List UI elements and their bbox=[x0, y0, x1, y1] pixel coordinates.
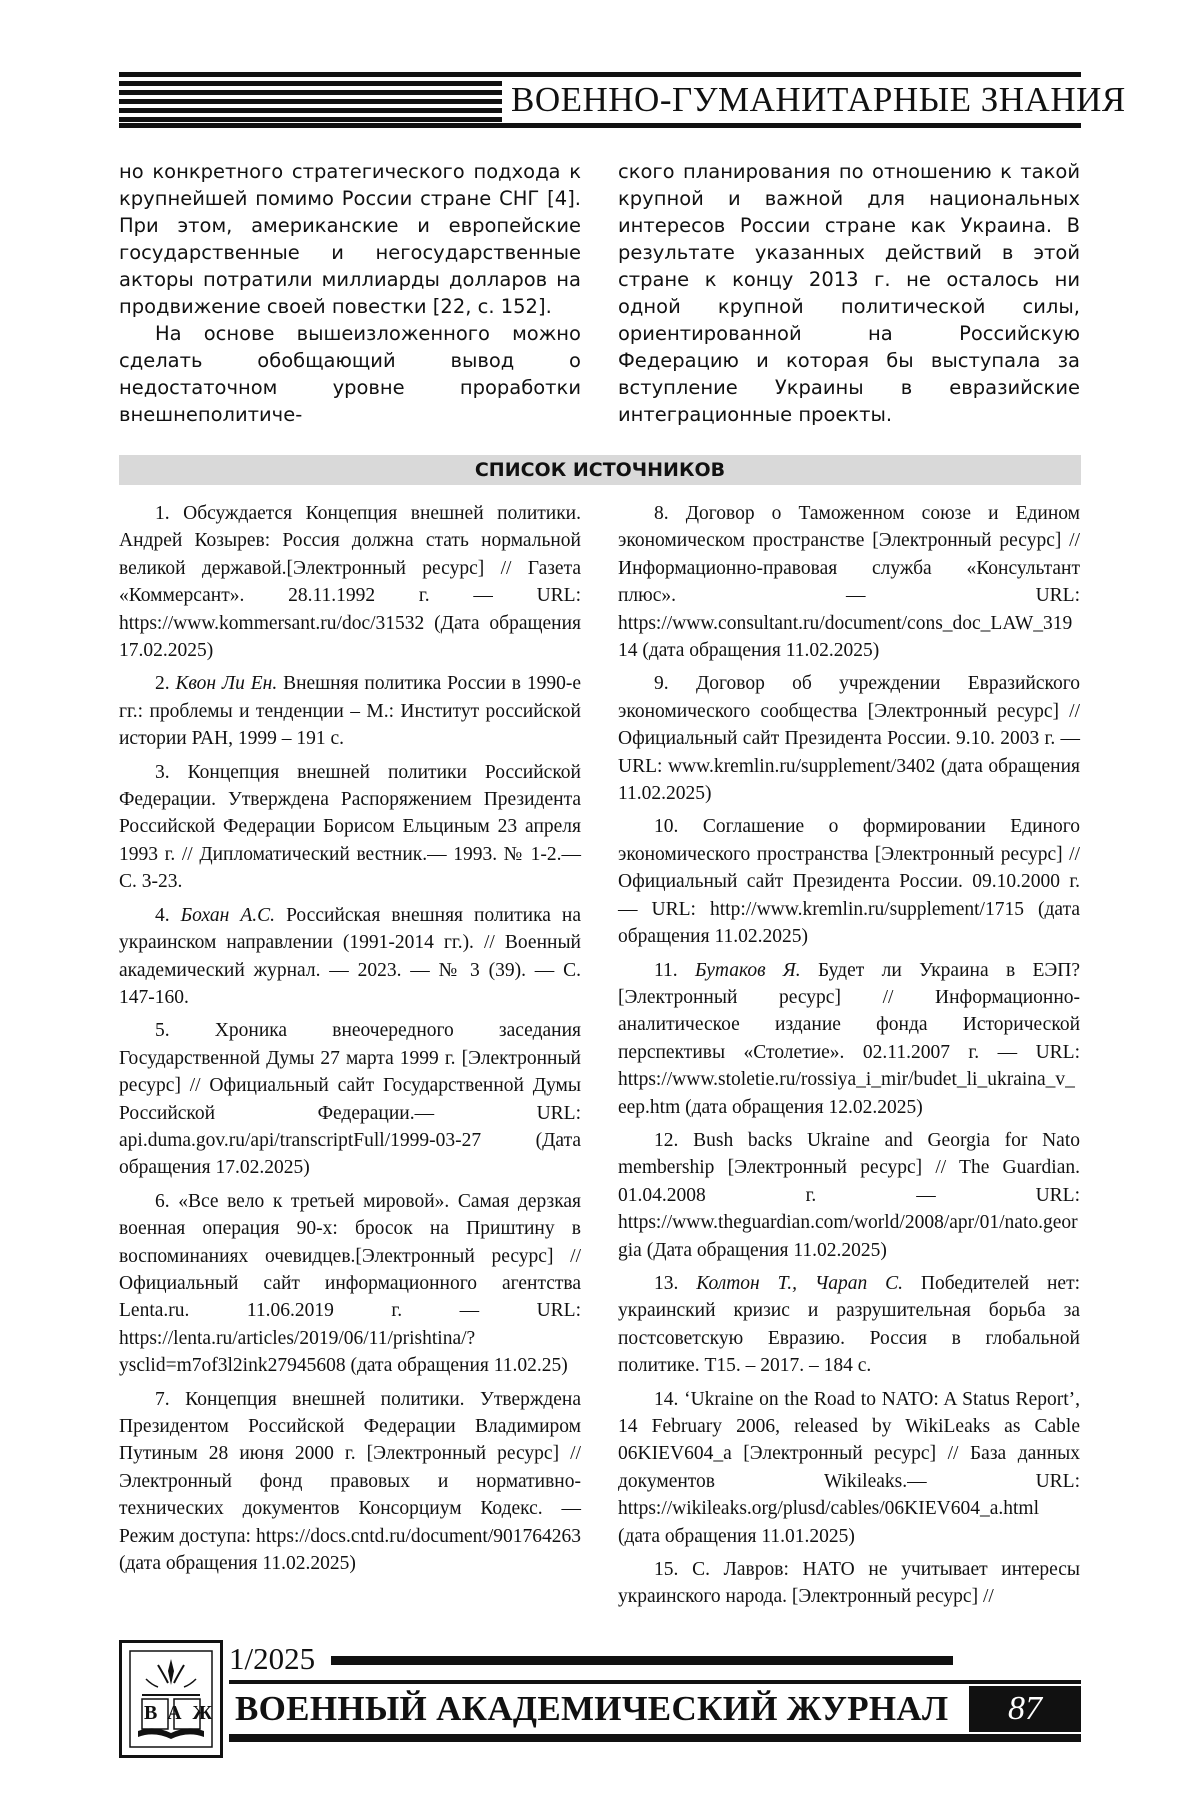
reference-text: Внешняя политика России в 1990-е гг.: проблемы и тенденции – М.: Институт российской истории РАН, 1999 – 191 с. bbox=[119, 673, 581, 750]
header-rule-bottom bbox=[119, 123, 1081, 128]
reference-number: 7. bbox=[155, 1388, 170, 1410]
reference-text: Российская внешняя политика на украинском направлении (1991-2014 гг.). // Военный академический журнал. — 2023. — № 3 (39). — С. 147-160. bbox=[119, 904, 582, 1008]
reference-number: 5. bbox=[155, 1020, 170, 1042]
reference-number: 14. bbox=[654, 1388, 679, 1410]
running-title: ВОЕННО-ГУМАНИТАРНЫЕ ЗНАНИЯ bbox=[511, 80, 1126, 119]
reference-number: 1. bbox=[155, 503, 170, 524]
reference-text: Договор о Таможенном союзе и Едином экономическом пространстве [Электронный ресурс] // Информационно-правовая служба «Консультант плюс». — URL: https://www.consultant.ru/document/cons_doc_LAW_31914 (дата обращения 11.02.2025) bbox=[618, 503, 1081, 662]
journal-title: ВОЕННЫЙ АКАДЕМИЧЕСКИЙ ЖУРНАЛ bbox=[235, 1689, 949, 1728]
intro-column-right bbox=[618, 158, 1080, 428]
reference-number: 6. bbox=[155, 1190, 170, 1212]
reference-item bbox=[119, 902, 581, 1012]
intro-column-left bbox=[119, 158, 581, 428]
reference-text: Хроника внеочередного заседания Государственной Думы 27 марта 1999 г. [Электронный ресурс] // Официальный сайт Государственной Думы Российской Федерации.— URL: api.duma.gov.ru/api/transcriptFull/1999-03-27 (Дата обращения 17.02.2025) bbox=[119, 1020, 581, 1179]
reference-number: 4. bbox=[155, 904, 170, 926]
issue-number: 1/2025 bbox=[229, 1641, 316, 1676]
reference-item bbox=[618, 1556, 1080, 1611]
reference-item bbox=[119, 670, 581, 752]
references-column-right bbox=[618, 500, 1080, 1617]
reference-author: Бутаков Я. bbox=[695, 959, 801, 981]
footer-rule-bottom bbox=[229, 1734, 1081, 1742]
intro-paragraph: ского планирования по отношению к такой крупной и важной для национальных интересов России стране как Украина. В результате указанных действий в этой стране к концу 2013 г. не осталось ни одной крупной политической силы, ориентированной на Российскую Федерацию и которая бы выступала за вступление Украины в евразийские интеграционные проекты. bbox=[618, 160, 1080, 426]
reference-author: Бохан А.С. bbox=[180, 904, 276, 926]
reference-item bbox=[618, 1127, 1080, 1264]
reference-text: Соглашение о формировании Единого экономического пространства [Электронный ресурс] // Официальный сайт Президента России. 09.10.2000 г. — URL: http://www.kremlin.ru/supplement/1715 (дата обращения 11.02.2025) bbox=[618, 816, 1081, 948]
reference-item bbox=[618, 813, 1080, 950]
reference-number: 12. bbox=[654, 1129, 679, 1151]
logo-emblem-icon bbox=[128, 1649, 224, 1749]
reference-text: Обсуждается Концепция внешней политики. Андрей Козырев: Россия должна стать нормальной великой державой.[Электронный ресурс] // Газета «Коммерсант». 28.11.1992 г. — URL: https://www.kommersant.ru/doc/31532 (Дата обращения 17.02.2025) bbox=[119, 503, 581, 662]
reference-item bbox=[618, 500, 1080, 664]
reference-text: С. Лавров: НАТО не учитывает интересы украинского народа. [Электронный ресурс] // bbox=[618, 1559, 1081, 1608]
reference-item bbox=[119, 759, 581, 896]
reference-item bbox=[119, 500, 581, 664]
reference-item bbox=[618, 1270, 1080, 1380]
reference-author: Колтон Т., Чарап С. bbox=[696, 1272, 903, 1294]
reference-item bbox=[119, 1386, 581, 1578]
page-number: 87 bbox=[969, 1686, 1081, 1732]
intro-paragraph: На основе вышеизложенного можно сделать обобщающий вывод о недостаточном уровне проработки внешнеполитиче- bbox=[119, 322, 581, 426]
journal-logo bbox=[119, 1640, 223, 1758]
logo-letter-v: ВАЖ bbox=[144, 1702, 224, 1724]
header-rule-top bbox=[119, 72, 1081, 77]
reference-text: Договор об учреждении Евразийского экономического сообщества [Электронный ресурс] // Официальный сайт Президента России. 9.10. 2003 г. — URL: www.kremlin.ru/supplement/3402 (дата обращения 11.02.2025) bbox=[618, 673, 1080, 805]
issue-bar bbox=[331, 1656, 953, 1665]
reference-text: Концепция внешней политики Российской Федерации. Утверждена Распоряжением Президента Российской Федерации Борисом Ельциным 23 апреля 1993 г. // Дипломатический вестник.— 1993. № 1-2.— С. 3-23. bbox=[119, 761, 581, 893]
references-column-left bbox=[119, 500, 581, 1583]
sources-heading: СПИСОК ИСТОЧНИКОВ bbox=[119, 455, 1081, 485]
reference-number: 13. bbox=[654, 1272, 679, 1294]
reference-item bbox=[618, 957, 1080, 1121]
reference-text: Концепция внешней политики. Утверждена Президентом Российской Федерации Владимиром Путиным 28 июня 2000 г. [Электронный ресурс] // Электронный фонд правовых и нормативно-технических документов Консорциум Кодекс. — Режим доступа: https://docs.cntd.ru/document/901764263 (дата обращения 11.02.2025) bbox=[119, 1388, 582, 1575]
reference-author: Квон Ли Ен. bbox=[175, 673, 278, 695]
reference-item bbox=[618, 1386, 1080, 1550]
running-header bbox=[119, 72, 1126, 128]
reference-text: Bush backs Ukraine and Georgia for Nato membership [Электронный ресурс] // The Guardian. 01.04.2008 г. — URL: https://www.theguardian.com/world/2008/apr/01/nato.georgia (Дата обращения 11.02.2025) bbox=[618, 1129, 1081, 1261]
reference-number: 15. bbox=[654, 1559, 679, 1581]
footer-rule-top bbox=[229, 1680, 1081, 1684]
reference-number: 9. bbox=[654, 673, 669, 695]
reference-text: Победителей нет: украинский кризис и разрушительная борьба за постсоветскую Евразию. Россия в глобальной политике. Т15. – 2017. – 184 с. bbox=[618, 1272, 1081, 1377]
reference-item bbox=[119, 1017, 581, 1181]
reference-number: 3. bbox=[155, 761, 170, 783]
reference-number: 10. bbox=[654, 816, 679, 838]
intro-paragraph: но конкретного стратегического подхода к крупнейшей помимо России стране СНГ [4]. При этом, американские и европейские государственные и негосударственные акторы потратили миллиарды долларов на продвижение своей повестки [22, с. 152]. bbox=[119, 160, 581, 318]
reference-text: Будет ли Украина в ЕЭП? [Электронный ресурс] // Информационно-аналитическое издание фонда Исторической перспективы «Столетие». 02.11.2007 г. — URL: https://www.stoletie.ru/rossiya_i_mir/budet_li_ukraina_v_eep.htm (дата обращения 12.02.2025) bbox=[618, 959, 1081, 1118]
reference-number: 8. bbox=[654, 503, 669, 524]
journal-footer bbox=[119, 1640, 1081, 1758]
reference-item bbox=[618, 670, 1080, 807]
header-stripes bbox=[119, 72, 502, 128]
reference-number: 2. bbox=[155, 673, 170, 695]
reference-number: 11. bbox=[654, 959, 678, 981]
reference-item bbox=[119, 1188, 581, 1380]
reference-text: «Все вело к третьей мировой». Самая дерзкая военная операция 90-х: бросок на Приштину в воспоминаниях очевидцев.[Электронный ресурс] // Официальный сайт информационного агентства Lenta.ru. 11.06.2019 г. — URL: https://lenta.ru/articles/2019/06/11/prishtina/?ysclid=m7of3l2ink27945608 (дата обращения 11.02.25) bbox=[119, 1190, 582, 1377]
reference-text: ‘Ukraine on the Road to NATO: A Status Report’, 14 February 2006, released by WikiLeaks as Cable 06KIEV604_a [Электронный ресурс] // База данных документов Wikileaks.— URL: https://wikileaks.org/plusd/cables/06KIEV604_a.html (дата обращения 11.01.2025) bbox=[618, 1388, 1081, 1547]
